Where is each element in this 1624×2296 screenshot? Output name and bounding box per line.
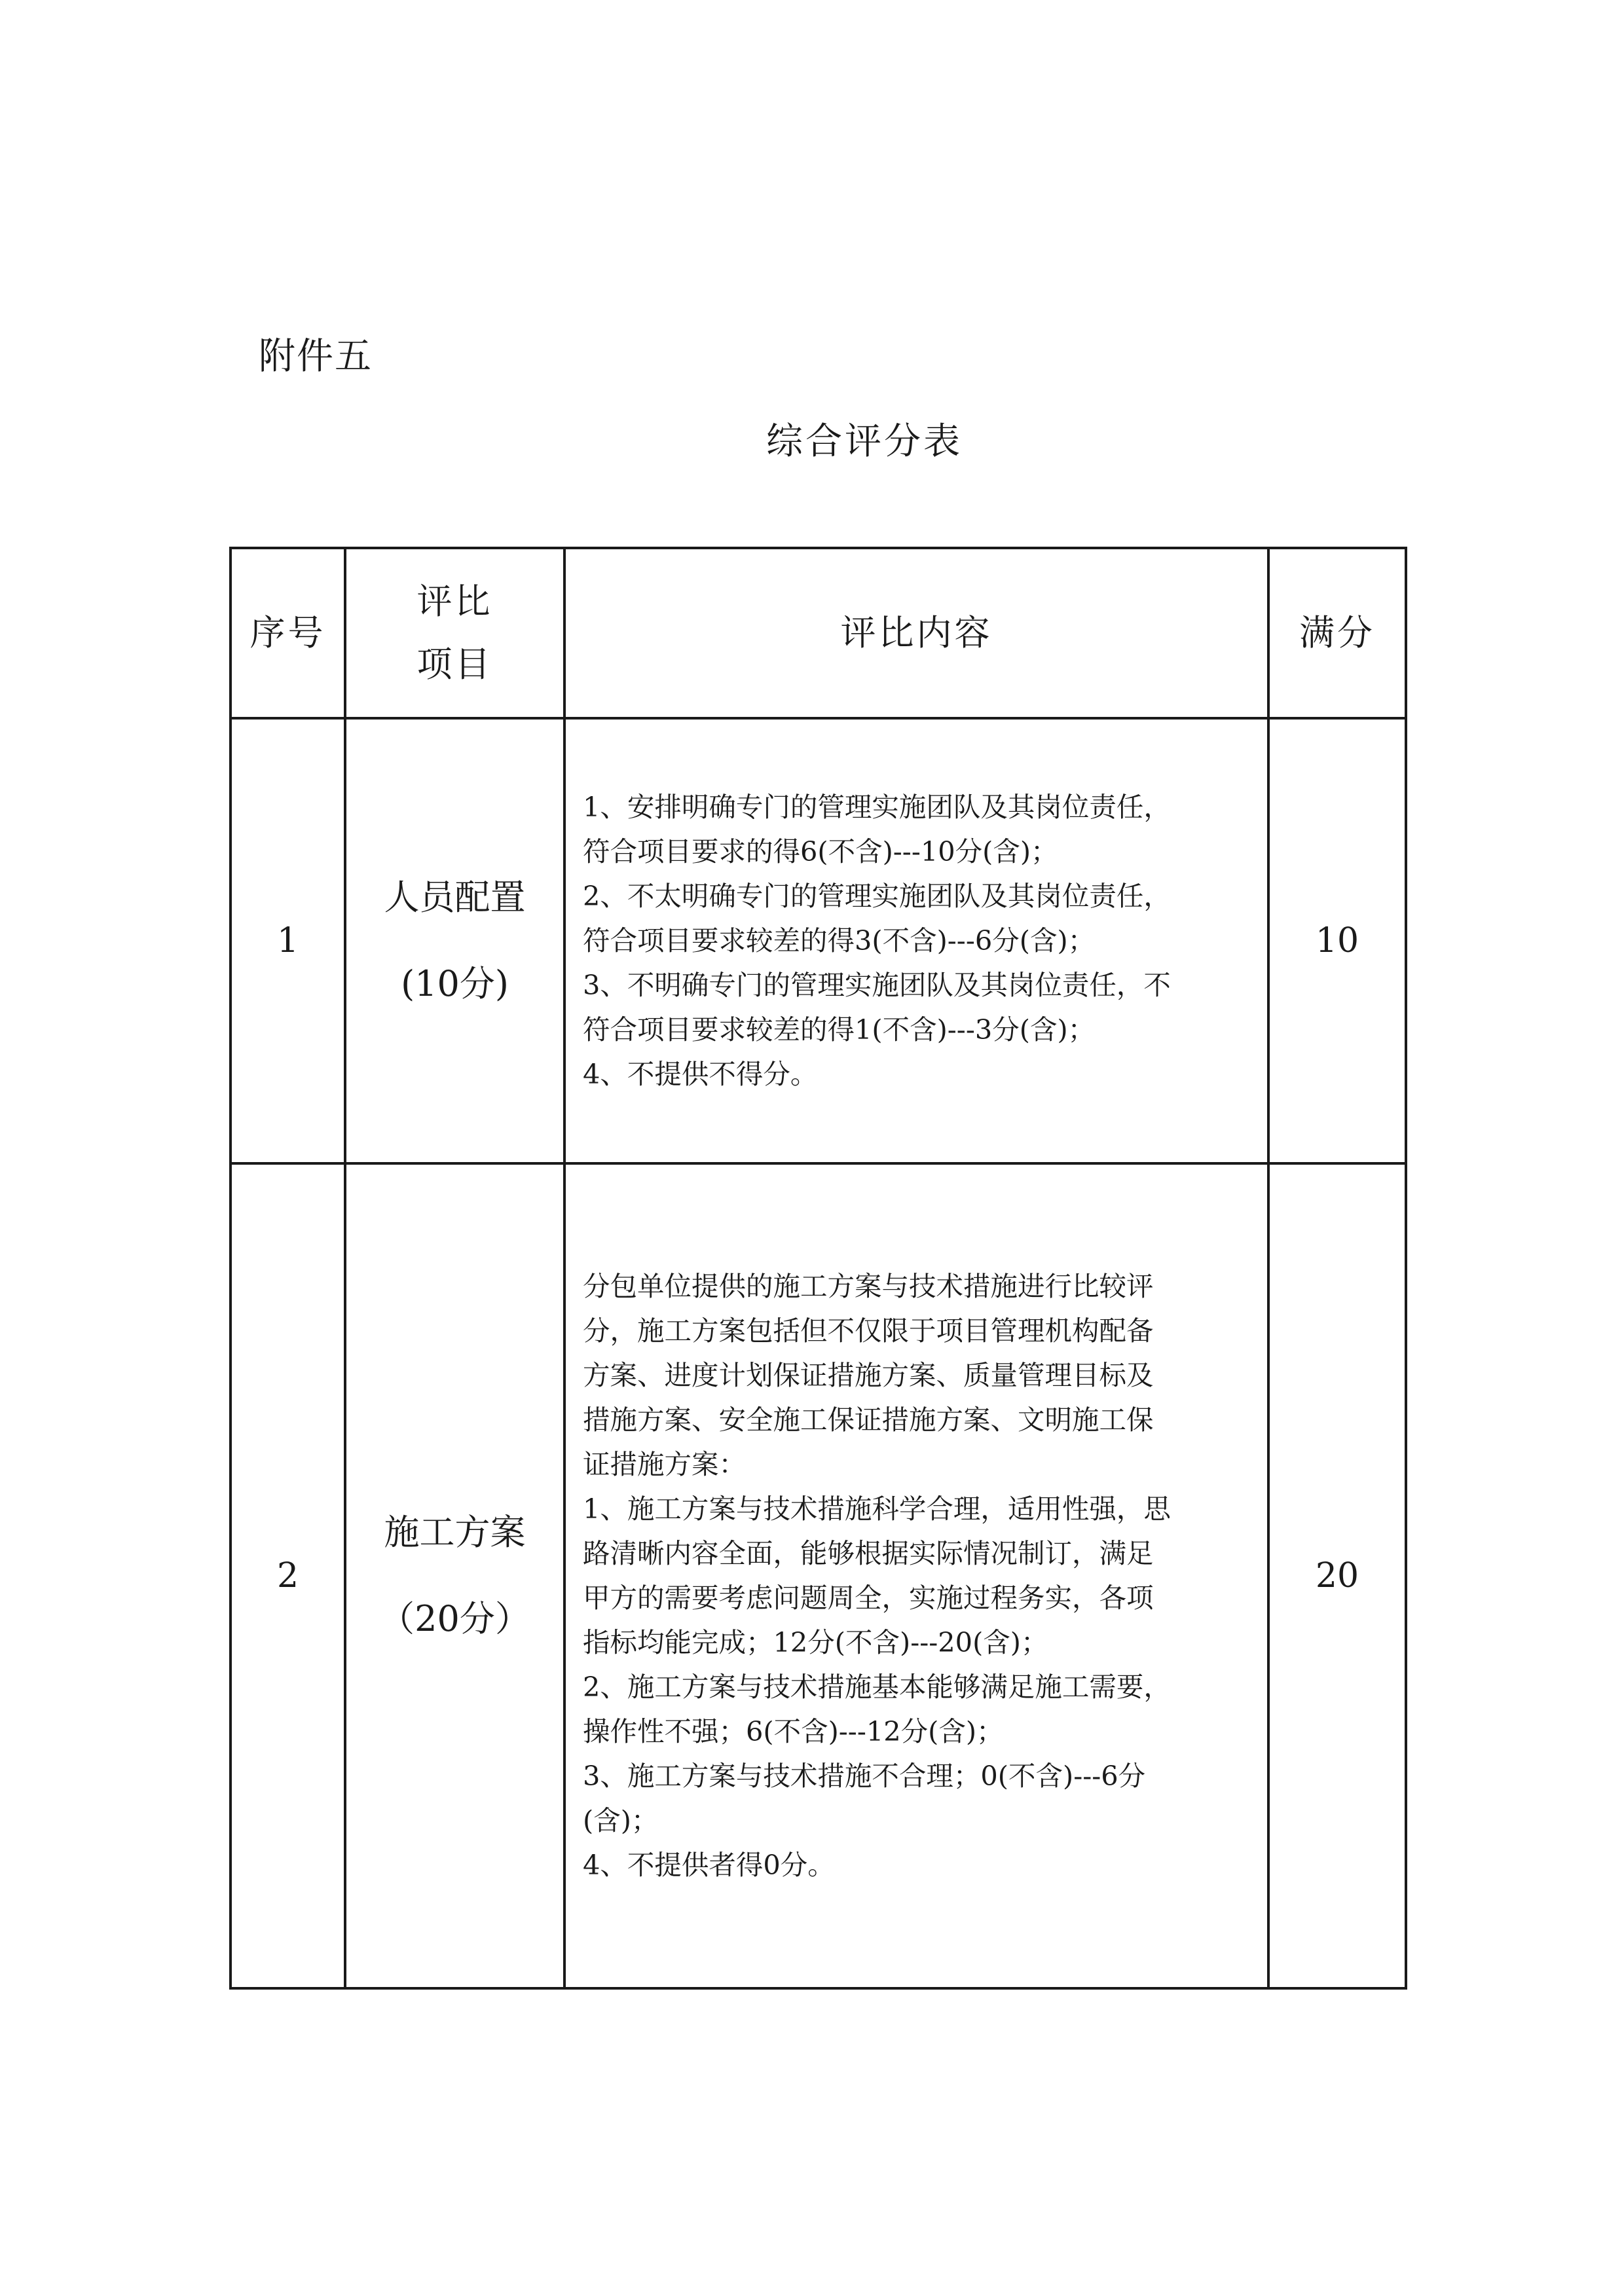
content-line: 符合项目要求较差的得3(不含)---6分(含)； [583, 924, 1096, 957]
row-item [345, 1163, 564, 1988]
content-line: 4、不提供不得分。 [583, 1058, 818, 1090]
content-line: 分包单位提供的施工方案与技术措施进行比较评 [583, 1270, 1154, 1302]
row-item-points: （20分） [379, 1598, 530, 1639]
table-row [231, 718, 1406, 1163]
row-item-points: (10分) [401, 963, 509, 1004]
content-line: 操作性不强；6(不含)---12分(含)； [583, 1715, 1004, 1747]
row-content [564, 718, 1268, 1163]
row-full-score: 10 [1268, 718, 1406, 1163]
document-title: 综合评分表 [766, 420, 963, 463]
content-line: 符合项目要求的得6(不含)---10分(含)； [583, 835, 1058, 867]
table-header-row [231, 548, 1406, 718]
row-content [564, 1163, 1268, 1988]
content-line: 3、不明确专门的管理实施团队及其岗位责任，不 [583, 969, 1171, 1001]
header-item-line1: 评比 [416, 581, 493, 622]
content-line: 方案、进度计划保证措施方案、质量管理目标及 [583, 1359, 1154, 1391]
header-item [345, 548, 564, 718]
table-row [231, 1163, 1406, 1988]
content-line: 2、不太明确专门的管理实施团队及其岗位责任， [583, 880, 1171, 912]
content-line: 路清晰内容全面，能够根据实际情况制订，满足 [583, 1537, 1154, 1569]
content-line: 分，施工方案包括但不仅限于项目管理机构配备 [583, 1315, 1154, 1347]
content-line: 1、施工方案与技术措施科学合理，适用性强，思 [583, 1493, 1171, 1525]
header-index: 序号 [231, 548, 345, 718]
row-item-name: 人员配置 [384, 877, 526, 918]
content-line: 4、不提供者得0分。 [583, 1849, 835, 1881]
content-line: 3、施工方案与技术措施不合理；0(不含)---6分 [583, 1760, 1146, 1792]
content-line: 措施方案、安全施工保证措施方案、文明施工保 [583, 1404, 1154, 1436]
content-line: 1、安排明确专门的管理实施团队及其岗位责任， [583, 791, 1171, 823]
attachment-label: 附件五 [259, 335, 373, 378]
scoring-table [229, 547, 1407, 1990]
content-line: 证措施方案： [583, 1448, 747, 1480]
content-line: 符合项目要求较差的得1(不含)---3分(含)； [583, 1013, 1096, 1046]
content-line: 2、施工方案与技术措施基本能够满足施工需要， [583, 1671, 1171, 1703]
row-index: 1 [231, 718, 345, 1163]
content-line: (含)； [583, 1804, 659, 1836]
content-line: 指标均能完成；12分(不含)---20(含)； [583, 1626, 1048, 1658]
header-content: 评比内容 [564, 548, 1268, 718]
row-full-score: 20 [1268, 1163, 1406, 1988]
content-line: 甲方的需要考虑问题周全，实施过程务实，各项 [583, 1582, 1154, 1614]
header-item-line2: 项目 [416, 644, 493, 685]
row-item-name: 施工方案 [384, 1512, 526, 1553]
row-item [345, 718, 564, 1163]
row-index: 2 [231, 1163, 345, 1988]
header-full-score: 满分 [1268, 548, 1406, 718]
